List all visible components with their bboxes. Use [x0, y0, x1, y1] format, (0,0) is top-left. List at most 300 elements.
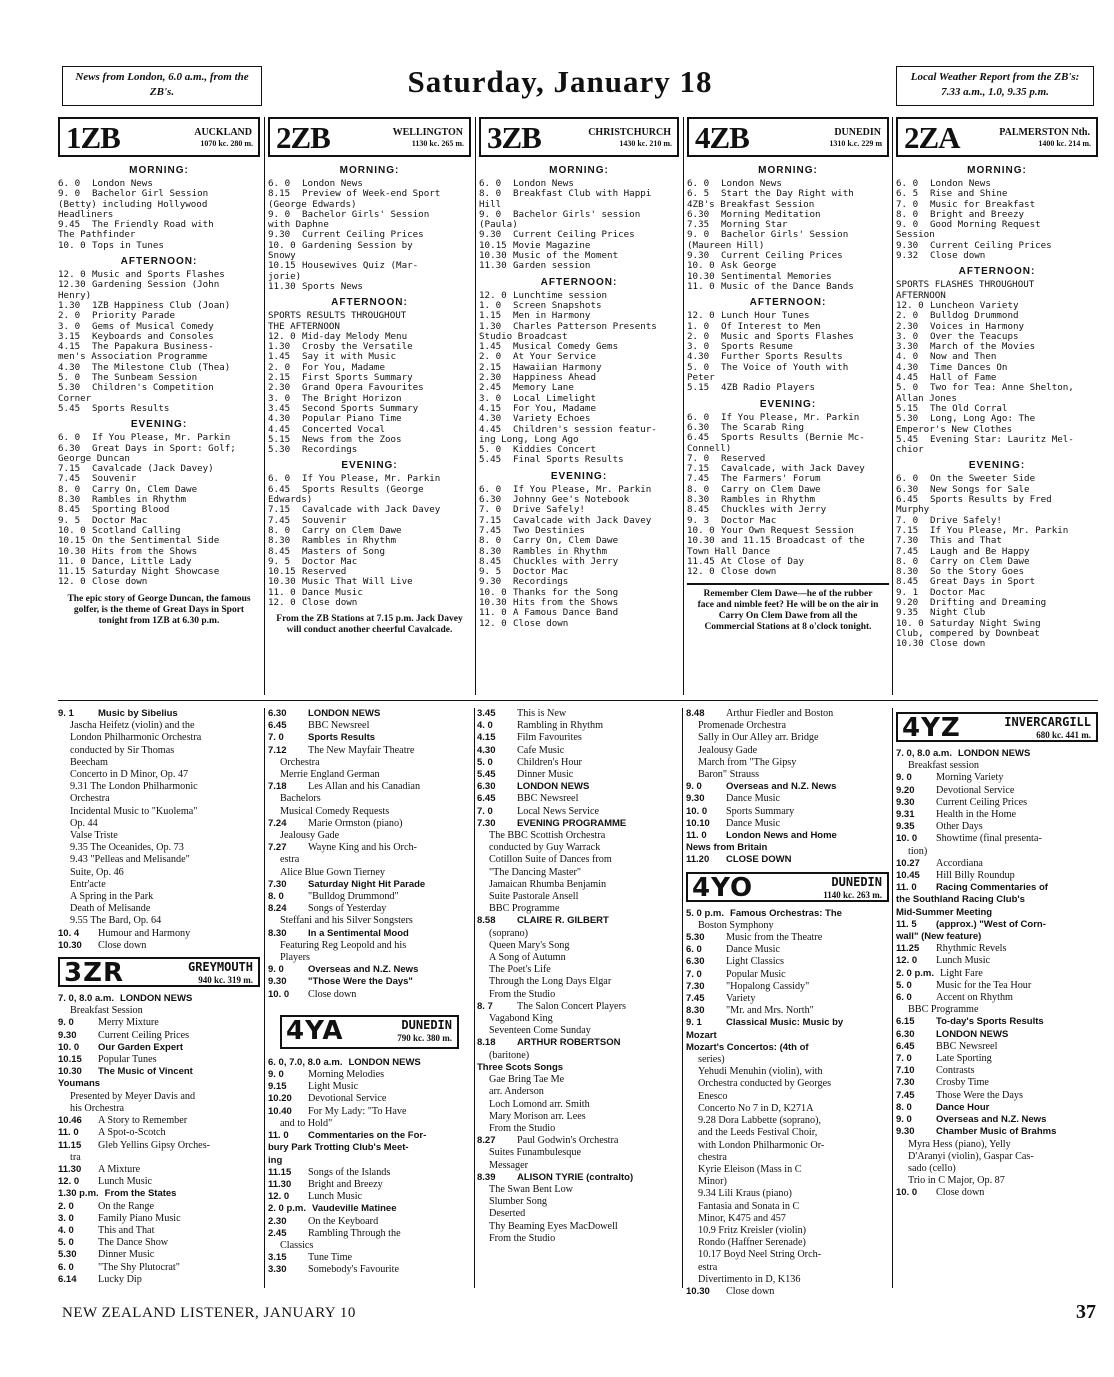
- programme-time: 6.30: [58, 443, 81, 454]
- programme-title: Mozart's Concertos: (4th of: [686, 1041, 809, 1053]
- footer-publication: NEW ZEALAND LISTENER, JANUARY 10: [62, 1305, 356, 1321]
- programme-time: 10. 0: [58, 1041, 80, 1053]
- programme-time: 7.30: [477, 817, 496, 829]
- programme-title: Doctor Mac: [721, 515, 777, 526]
- programme-item: [896, 435, 1098, 445]
- programme-item: [58, 818, 260, 830]
- programme-time: 5.30: [686, 932, 705, 944]
- section-heading: AFTERNOON:: [331, 297, 408, 309]
- programme-title: This and That: [930, 536, 1002, 547]
- programme-item: [896, 251, 1098, 261]
- programme-item: [479, 526, 679, 536]
- programme-time: 12. 0: [479, 290, 507, 301]
- programme-time: 7.15: [479, 515, 502, 526]
- programme-title: Drive Safely!: [513, 505, 585, 516]
- programme-item: [686, 1078, 889, 1090]
- programme-item: [58, 547, 260, 557]
- programme-item: [896, 980, 1098, 992]
- programme-item: [477, 1037, 679, 1049]
- programme-title: Myra Hess (piano), Yelly: [908, 1138, 1011, 1150]
- programme-title: Sporting Blood: [92, 505, 170, 516]
- programme-title: Edwards): [268, 495, 313, 506]
- programme-time: 1.30: [268, 342, 291, 353]
- programme-time: 4. 0: [477, 720, 493, 732]
- programme-item: [58, 526, 260, 536]
- programme-item: [268, 547, 471, 557]
- programme-title: Overseas and N.Z. News: [308, 964, 419, 976]
- programme-item: [896, 241, 1098, 251]
- programme-title: Session: [896, 230, 935, 241]
- programme-title: Dance Music: [302, 587, 363, 598]
- programme-title: Reserved: [302, 567, 347, 578]
- column-divider: [264, 117, 265, 695]
- programme-title: Gleb Yellins Gipsy Orches-: [98, 1139, 211, 1151]
- programme-item: [58, 769, 260, 781]
- programme-time: 7. 0: [896, 515, 919, 526]
- programme-time: 3.45: [477, 708, 496, 719]
- programme-item: [686, 1213, 889, 1225]
- programme-title: Bulldog Drummond: [930, 311, 1019, 322]
- programme-title: Recordings: [513, 577, 569, 588]
- programme-title: conducted by Guy Warrack: [489, 842, 601, 854]
- programme-item: [896, 1163, 1098, 1175]
- programme-item: [477, 903, 679, 915]
- column-divider: [474, 708, 475, 1288]
- programme-time: 7. 0, 8.0 a.m.: [896, 748, 952, 759]
- programme-time: 7.45: [686, 993, 705, 1005]
- station-column-4zb: [687, 117, 889, 695]
- programme-time: 10. 0: [58, 525, 86, 536]
- programme-time: 8. 0: [268, 525, 291, 536]
- station-call: 4YO: [692, 872, 754, 903]
- programme-item: [686, 1176, 889, 1188]
- programme-item: [687, 454, 889, 464]
- programme-title: BBC Newsreel: [308, 720, 370, 732]
- programme-time: 10. 0: [896, 833, 918, 845]
- programme-item: [896, 352, 1098, 362]
- programme-time: 10.30: [58, 939, 82, 951]
- programme-time: 5. 0: [479, 445, 502, 456]
- station-frequency: 790 kc. 380 m.: [397, 1032, 452, 1043]
- programme-title: Close down: [92, 577, 148, 588]
- programme-time: 10. 0: [687, 525, 715, 536]
- programme-time: 8. 0: [896, 1101, 912, 1113]
- programme-title: Orchestra: [280, 756, 320, 768]
- programme-title: Chuckles with Jerry: [721, 505, 827, 516]
- programme-time: 1.30: [58, 300, 81, 311]
- programme-item: [479, 200, 679, 210]
- programme-time: 10. 0: [687, 261, 715, 272]
- programme-title: Chamber Music of Brahms: [936, 1126, 1057, 1138]
- section-heading: MORNING:: [967, 165, 1027, 176]
- programme-item: [896, 220, 1098, 230]
- programme-title: Close down: [302, 597, 358, 608]
- column-divider: [475, 117, 476, 695]
- programme-title: Rambles in Rhythm: [513, 546, 608, 557]
- programme-title: George Duncan: [58, 453, 130, 464]
- programme-time: 7.30: [896, 1077, 915, 1089]
- programme-item: [896, 485, 1098, 495]
- programme-item: [687, 189, 889, 199]
- programme-title: Hawaiian Harmony: [513, 362, 602, 373]
- programme-title: Current Ceiling Prices: [302, 230, 424, 241]
- programme-item: [58, 485, 260, 495]
- programme-title: A Story to Remember: [98, 1115, 188, 1127]
- programme-title: A Mixture: [98, 1163, 141, 1175]
- programme-item: [896, 577, 1098, 587]
- programme-item: [58, 342, 260, 352]
- programme-item: [268, 1069, 471, 1081]
- programme-item: [896, 907, 1098, 919]
- programme-title: Masters of Song: [302, 546, 385, 557]
- programme-title: ing Long, Long Ago: [479, 434, 579, 445]
- programme-title: Fantasia and Sonata in C: [698, 1200, 800, 1212]
- programme-item: [896, 363, 1098, 373]
- programme-item: [686, 993, 889, 1005]
- programme-title: Recordings: [302, 445, 358, 456]
- programme-item: [686, 1188, 889, 1200]
- programme-title: Popular Piano Time: [302, 414, 402, 425]
- programme-time: 4.30: [479, 414, 502, 425]
- programme-time: 5.30: [58, 383, 81, 394]
- programme-time: 7.35: [687, 220, 710, 231]
- programme-item: [896, 785, 1098, 797]
- programme-item: [268, 854, 471, 866]
- programme-item: [268, 261, 471, 271]
- programme-item: [479, 352, 679, 362]
- programme-item: [687, 220, 889, 230]
- programme-title: ARTHUR ROBERTSON: [517, 1037, 621, 1049]
- programme-title: CLOSE DOWN: [726, 854, 792, 866]
- programme-item: [268, 1106, 471, 1118]
- programme-title: Hall of Fame: [930, 373, 997, 384]
- programme-title: AFTERNOON: [896, 290, 946, 301]
- programme-time: 11.20: [686, 854, 710, 866]
- programme-title: BBC Programme: [489, 903, 560, 915]
- programme-item: [477, 867, 679, 879]
- programme-title: From the States: [104, 1188, 177, 1200]
- programme-item: [268, 1130, 471, 1142]
- programme-time: 4.45: [479, 424, 502, 435]
- programme-time: 5.15: [687, 383, 710, 394]
- programme-item: [479, 179, 679, 189]
- programme-time: 6.30: [477, 781, 496, 793]
- programme-item: [686, 1237, 889, 1249]
- programme-title: 10.17 Boyd Neel String Orch-: [698, 1249, 822, 1261]
- programme-title: LONDON NEWS: [957, 748, 1031, 759]
- programme-item: [896, 748, 1098, 760]
- programme-item: [686, 1103, 889, 1115]
- programme-item: [896, 383, 1098, 393]
- programme-item: [687, 526, 889, 536]
- programme-item: [477, 1074, 679, 1086]
- programme-time: 2.15: [268, 373, 291, 384]
- programme-item: [896, 1016, 1098, 1028]
- section-heading: MORNING:: [758, 165, 818, 176]
- programme-item: [268, 516, 471, 526]
- station-call: 4YA: [286, 1015, 344, 1046]
- station-header-box: [687, 117, 889, 157]
- station-frequency: 1130 kc. 265 m.: [411, 139, 464, 148]
- programme-time: 1.30 p.m.: [58, 1188, 99, 1200]
- programme-time: 2.30: [896, 321, 919, 332]
- programme-item: [686, 908, 889, 920]
- programme-title: Current Ceiling Prices: [930, 240, 1052, 251]
- programme-time: 7.45: [479, 525, 502, 536]
- programme-item: [686, 1225, 889, 1237]
- programme-title: Overseas and N.Z. News: [936, 1114, 1047, 1126]
- programme-title: Those Were the Days: [936, 1089, 1023, 1101]
- top-left-note: [62, 66, 262, 106]
- programme-item: [268, 1240, 471, 1252]
- programme-title: Hits from the Shows: [513, 597, 619, 608]
- programme-item: [58, 1274, 260, 1286]
- programme-item: [479, 210, 679, 220]
- programme-item: [686, 781, 889, 793]
- programme-time: 1.30: [479, 321, 502, 332]
- programme-item: [896, 1029, 1098, 1041]
- programme-time: 8.30: [479, 546, 502, 557]
- programme-item: [479, 301, 679, 311]
- programme-time: 5.15: [268, 434, 291, 445]
- programme-item: [687, 547, 889, 557]
- programme-title: If You Please, Mr. Parkin: [930, 525, 1069, 536]
- programme-item: [268, 577, 471, 587]
- programme-item: [58, 867, 260, 879]
- programme-title: Promenade Orchestra: [698, 720, 786, 732]
- programme-title: Three Scots Songs: [477, 1061, 564, 1073]
- programme-item: [896, 1090, 1098, 1102]
- programme-time: 6.45: [268, 720, 287, 732]
- programme-time: 7.30: [686, 980, 705, 992]
- programme-time: 4.30: [268, 414, 291, 425]
- programme-item: [58, 891, 260, 903]
- programme-time: 8.39: [477, 1171, 496, 1183]
- programme-title: Songs of the Islands: [308, 1166, 391, 1178]
- programme-time: 10.30: [686, 1285, 710, 1297]
- programme-title: The Dance Show: [98, 1237, 169, 1249]
- programme-title: Keyboards and Consoles: [92, 331, 214, 342]
- programme-title: A Song of Autumn: [489, 952, 566, 964]
- programme-item: [686, 932, 889, 944]
- programme-title: Children's Competition: [92, 383, 214, 394]
- programme-item: [58, 557, 260, 567]
- programme-title: If You Please, Mr. Parkin: [92, 433, 231, 444]
- programme-title: Preview of Week-end Sport: [302, 189, 441, 200]
- programme-time: 3.30: [268, 1264, 287, 1276]
- programme-title: "Hopalong Cassidy": [726, 980, 810, 992]
- programme-title: Dance, Little Lady: [92, 556, 192, 567]
- programme-title: Murphy: [896, 505, 930, 516]
- programme-time: 4.30: [477, 744, 496, 756]
- programme-title: On the Range: [98, 1200, 155, 1212]
- programme-time: 9.30: [479, 230, 502, 241]
- programme-item: [477, 1160, 679, 1172]
- programme-title: Doctor Mac: [930, 587, 986, 598]
- programme-title: Rhythmic Revels: [936, 943, 1007, 955]
- programme-time: 7.18: [268, 781, 287, 793]
- programme-item: [268, 830, 471, 842]
- programme-item: [58, 1115, 260, 1127]
- programme-time: 2.30: [268, 383, 291, 394]
- station-frequency: 1310 k.c. 229 m: [829, 139, 882, 148]
- programme-title: Boston Symphony: [698, 919, 774, 931]
- programme-item: [479, 332, 679, 342]
- programme-item: [686, 769, 889, 781]
- programme-title: Connell): [687, 443, 732, 454]
- programme-item: [268, 435, 471, 445]
- programme-time: 7.15: [268, 505, 291, 516]
- programme-item: [58, 230, 260, 240]
- programme-time: 9.30: [268, 230, 291, 241]
- programme-time: 9. 0: [58, 189, 81, 200]
- programme-title: Minor): [698, 1176, 727, 1188]
- programme-time: 6. 0: [687, 179, 710, 189]
- programme-item: [479, 619, 679, 629]
- programme-title: (approx.) "West of Corn-: [936, 918, 1046, 930]
- programme-item: [896, 968, 1098, 980]
- programme-time: 3. 0: [268, 393, 291, 404]
- programme-time: 8.30: [687, 495, 710, 506]
- programme-item: [268, 282, 471, 292]
- programme-title: Entr'acte: [70, 878, 106, 890]
- programme-item: [896, 311, 1098, 321]
- programme-time: 12. 0: [479, 618, 507, 629]
- programme-title: SPORTS RESULTS THROUGHOUT: [268, 311, 407, 322]
- programme-item: [58, 454, 260, 464]
- programme-title: ALISON TYRIE (contralto): [517, 1171, 634, 1183]
- programme-item: [896, 809, 1098, 821]
- programme-title: London News: [92, 179, 153, 189]
- programme-time: 12. 0: [58, 577, 86, 588]
- programme-title: Slumber Song: [489, 1196, 548, 1208]
- programme-item: [896, 526, 1098, 536]
- programme-title: The New Mayfair Theatre: [308, 744, 415, 756]
- programme-title: Lunch Hour Tunes: [721, 311, 810, 322]
- programme-item: [686, 1005, 889, 1017]
- programme-title: Night Club: [930, 608, 986, 619]
- programme-time: 6. 0: [896, 179, 919, 189]
- programme-title: Tops in Tunes: [92, 240, 164, 251]
- programme-title: Scotland Calling: [92, 525, 181, 536]
- programme-item: [58, 1237, 260, 1249]
- programme-time: 9.45: [58, 220, 81, 231]
- station-frequency: 1430 kc. 210 m.: [619, 139, 672, 148]
- programme-time: 6. 0: [687, 412, 710, 423]
- programme-time: 8.45: [687, 505, 710, 516]
- programme-time: 9. 5: [58, 515, 81, 526]
- programme-title: First Sports Summary: [302, 373, 413, 384]
- programme-title: chior: [896, 445, 924, 456]
- programme-time: 3. 0: [896, 331, 919, 342]
- programme-title: Dinner Music: [98, 1249, 155, 1261]
- programme-time: 7.12: [268, 744, 287, 756]
- programme-title: and to Hold": [280, 1117, 333, 1129]
- station-call: 4ZB: [695, 120, 749, 155]
- programme-title: The Music of Vincent: [98, 1066, 193, 1078]
- programme-time: 6.30: [687, 209, 710, 220]
- programme-title: Peter: [687, 373, 715, 384]
- programme-item: [268, 474, 471, 484]
- programme-title: Showtime (final presenta-: [936, 833, 1042, 845]
- programme-title: Breakfast session: [908, 760, 980, 772]
- programme-item: [686, 1274, 889, 1286]
- programme-title: Voices in Harmony: [930, 321, 1025, 332]
- programme-time: 10.27: [896, 857, 920, 869]
- programme-title: "Bulldog Drummond": [308, 891, 399, 903]
- programme-item: [58, 495, 260, 505]
- programme-item: [686, 720, 889, 732]
- programme-title: Enesco: [698, 1090, 728, 1102]
- programme-time: 5.45: [477, 769, 496, 781]
- programme-item: [686, 1030, 889, 1042]
- programme-title: Mary Morison arr. Lees: [489, 1110, 586, 1122]
- programme-title: Souvenir: [92, 474, 137, 485]
- programme-title: Further Sports Results: [721, 352, 843, 363]
- programme-time: 4.45: [896, 373, 919, 384]
- programme-title: From the Studio: [489, 988, 556, 1000]
- programme-time: 9. 0: [896, 220, 919, 231]
- programme-title: Divertimento in D, K136: [698, 1273, 801, 1285]
- programme-item: [686, 793, 889, 805]
- programme-title: Musical Comedy Requests: [280, 805, 390, 817]
- programme-item: [58, 433, 260, 443]
- section-heading: EVENING:: [341, 460, 398, 472]
- programme-item: [686, 854, 889, 866]
- programme-title: LONDON NEWS: [936, 1028, 1009, 1040]
- programme-item: [477, 1196, 679, 1208]
- programme-time: 2.45: [268, 1227, 287, 1239]
- programme-time: 10. 0: [896, 1187, 918, 1199]
- programme-item: [686, 956, 889, 968]
- programme-item: [479, 577, 679, 587]
- programme-item: [268, 414, 471, 424]
- programme-item: [896, 1139, 1098, 1151]
- programme-time: 7.15: [896, 525, 919, 536]
- station-city: AUCKLAND: [194, 127, 252, 138]
- programme-time: 10. 0: [896, 618, 924, 629]
- programme-item: [686, 1115, 889, 1127]
- programme-item: [268, 598, 471, 608]
- programme-title: A Famous Dance Band: [513, 608, 619, 619]
- programme-title: and the Leeds Festival Choir,: [698, 1127, 818, 1139]
- programme-item: [268, 793, 471, 805]
- programme-time: 7.45: [268, 515, 291, 526]
- programme-title: his Orchestra: [70, 1102, 125, 1114]
- programme-title: Close down: [308, 988, 357, 1000]
- programme-item: [268, 903, 471, 915]
- programme-title: Happiness Ahead: [513, 373, 596, 384]
- programme-title: Cavalcade (Jack Davey): [92, 464, 214, 475]
- programme-item: [268, 189, 471, 199]
- station-column-2za: [896, 117, 1098, 695]
- programme-time: 11.30: [268, 1178, 292, 1190]
- station-logo-4yz: [896, 712, 1098, 742]
- programme-item: [896, 505, 1098, 515]
- column-divider: [892, 117, 893, 695]
- programme-title: Saturday Night Swing: [930, 618, 1041, 629]
- programme-title: Music of the Moment: [513, 251, 619, 262]
- programme-item: [268, 891, 471, 903]
- programme-time: 6. 0: [58, 179, 81, 189]
- programme-title: 9.35 The Oceanides, Op. 73: [70, 842, 184, 854]
- programme-title: Health in the Home: [936, 809, 1017, 821]
- programme-title: Youmans: [58, 1078, 101, 1090]
- programme-title: and 11.15 Broadcast of the: [721, 536, 865, 547]
- programme-title: Good Morning Request: [930, 220, 1041, 231]
- programme-time: 3. 0: [58, 321, 81, 332]
- column-divider: [683, 117, 684, 695]
